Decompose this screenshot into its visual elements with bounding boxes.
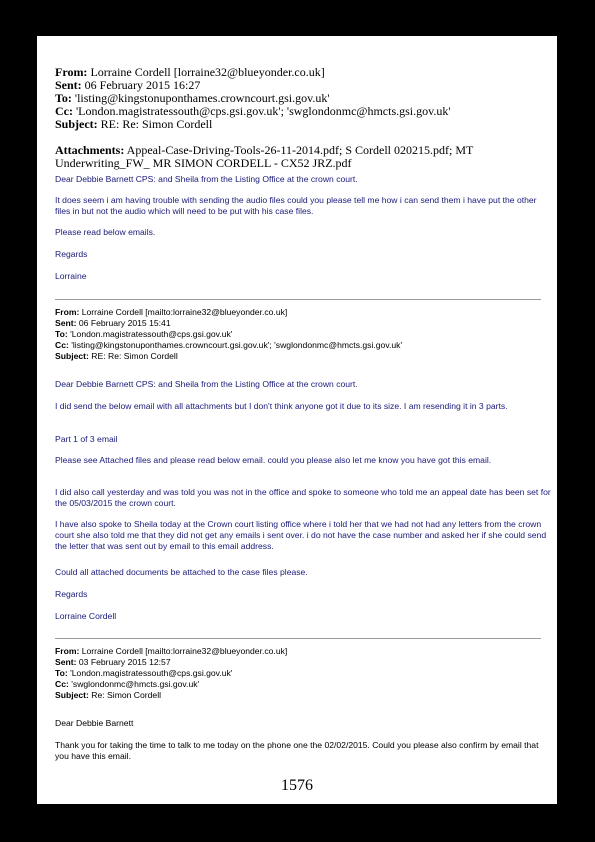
email2-body-line: Part 1 of 3 email	[55, 434, 118, 444]
email3-cc-line: Cc: 'swglondonmc@hmcts.gsi.gov.uk'	[55, 679, 200, 689]
divider	[55, 638, 541, 639]
email2-from-line: From: Lorraine Cordell [mailto:lorraine32@blueyonder.co.uk]	[55, 307, 288, 317]
email2-to-line: To: 'London.magistratessouth@cps.gsi.gov.uk'	[55, 329, 233, 339]
email2-body-line: Dear Debbie Barnett CPS: and Sheila from the Listing Office at the crown court.	[55, 379, 358, 389]
email2-body-line: Please see Attached files and please read below email. could you please also let me know you have got this email.	[55, 455, 492, 465]
email1-to-line: To: 'listing@kingstonuponthames.crowncourt.gsi.gov.uk'	[55, 91, 330, 105]
email3-to: 'London.magistratessouth@cps.gsi.gov.uk'	[70, 668, 233, 678]
email1-signature: Lorraine	[55, 271, 87, 281]
email2-body-line: Regards	[55, 589, 88, 599]
email3-subject: Re: Simon Cordell	[91, 690, 162, 700]
email3-subject-line: Subject: Re: Simon Cordell	[55, 690, 162, 700]
divider	[55, 299, 541, 300]
email1-from: Lorraine Cordell [lorraine32@blueyonder.co.uk]	[90, 65, 325, 79]
email3-to-line: To: 'London.magistratessouth@cps.gsi.gov.uk'	[55, 668, 233, 678]
email3-header	[55, 646, 550, 701]
email2-subject: RE: Re: Simon Cordell	[91, 351, 178, 361]
email1-attachments-list: Appeal-Case-Driving-Tools-26-11-2014.pdf; S Cordell 020215.pdf; MT Underwriting_FW_ MR SIMON CORDELL - CX52 JRZ.pdf	[55, 143, 474, 170]
email2-body-line: I have also spoke to Sheila today at the Crown court listing office where i told her that we had not had any letters from the crown court she also told me that they did not get any emails i sent over. i do not have the case number and asked her if she could send the letter that was sent out by email to this email address.	[55, 519, 547, 551]
email1-body-line: Regards	[55, 249, 88, 259]
email3-cc: 'swglondonmc@hmcts.gsi.gov.uk'	[71, 679, 200, 689]
email1-body-line: Please read below emails.	[55, 227, 156, 237]
email1-header	[55, 66, 550, 131]
email2-body-line: I did send the below email with all attachments but I don't think anyone got it due to its size. I am resending it in 3 parts.	[55, 401, 508, 411]
email2-sent: 06 February 2015 15:41	[78, 318, 171, 328]
email1-body-line: It does seem i am having trouble with sending the audio files could you please tell me how i can send them i have put the other files in but not the audio which will need to be put with his case files.	[55, 195, 537, 216]
email3-from-line: From: Lorraine Cordell [mailto:lorraine32@blueyonder.co.uk]	[55, 646, 288, 656]
email2-body-line: I did also call yesterday and was told you was not in the office and spoke to someone who told me an appeal date has been set for the 05/03/2015 the crown court.	[55, 487, 551, 508]
email2-cc: 'listing@kingstonuponthames.crowncourt.gsi.gov.uk'; 'swglondonmc@hmcts.gsi.gov.uk'	[71, 340, 403, 350]
email3-from: Lorraine Cordell [mailto:lorraine32@blueyonder.co.uk]	[81, 646, 288, 656]
email1-subject: RE: Re: Simon Cordell	[100, 117, 213, 131]
email3-sent: 03 February 2015 12:57	[78, 657, 171, 667]
email2-cc-line: Cc: 'listing@kingstonuponthames.crowncourt.gsi.gov.uk'; 'swglondonmc@hmcts.gsi.gov.uk'	[55, 340, 403, 350]
email2-subject-line: Subject: RE: Re: Simon Cordell	[55, 351, 178, 361]
email3-body-line: Thank you for taking the time to talk to me today on the phone one the 02/02/2015. Could you please also confirm by email that you have this email.	[55, 740, 539, 761]
email2-signature: Lorraine Cordell	[55, 611, 117, 621]
email3-body-line: Dear Debbie Barnett	[55, 718, 134, 728]
email1-cc: 'London.magistratessouth@cps.gsi.gov.uk'; 'swglondonmc@hmcts.gsi.gov.uk'	[76, 104, 451, 118]
email2-from: Lorraine Cordell [mailto:lorraine32@blueyonder.co.uk]	[81, 307, 288, 317]
email1-subject-line: Subject: RE: Re: Simon Cordell	[55, 117, 213, 131]
document-page	[37, 36, 557, 804]
email1-sent-line: Sent: 06 February 2015 16:27	[55, 78, 201, 92]
email2-sent-line: Sent: 06 February 2015 15:41	[55, 318, 171, 328]
email2-body-line: Could all attached documents be attached to the case files please.	[55, 567, 308, 577]
page-number: 1576	[281, 777, 313, 794]
email2-header	[55, 307, 550, 362]
email2-to: 'London.magistratessouth@cps.gsi.gov.uk'	[70, 329, 233, 339]
email1-to: 'listing@kingstonuponthames.crowncourt.gsi.gov.uk'	[74, 91, 330, 105]
email3-sent-line: Sent: 03 February 2015 12:57	[55, 657, 171, 667]
email1-cc-line: Cc: 'London.magistratessouth@cps.gsi.gov.uk'; 'swglondonmc@hmcts.gsi.gov.uk'	[55, 104, 451, 118]
email1-attachments: Attachments: Appeal-Case-Driving-Tools-26-11-2014.pdf; S Cordell 020215.pdf; MT Underwriting_FW_ MR SIMON CORDELL - CX52 JRZ.pdf	[55, 143, 474, 170]
email1-body-line: Dear Debbie Barnett CPS: and Sheila from the Listing Office at the crown court.	[55, 174, 358, 184]
email1-from-line: From: Lorraine Cordell [lorraine32@blueyonder.co.uk]	[55, 65, 325, 79]
email1-sent: 06 February 2015 16:27	[84, 78, 201, 92]
